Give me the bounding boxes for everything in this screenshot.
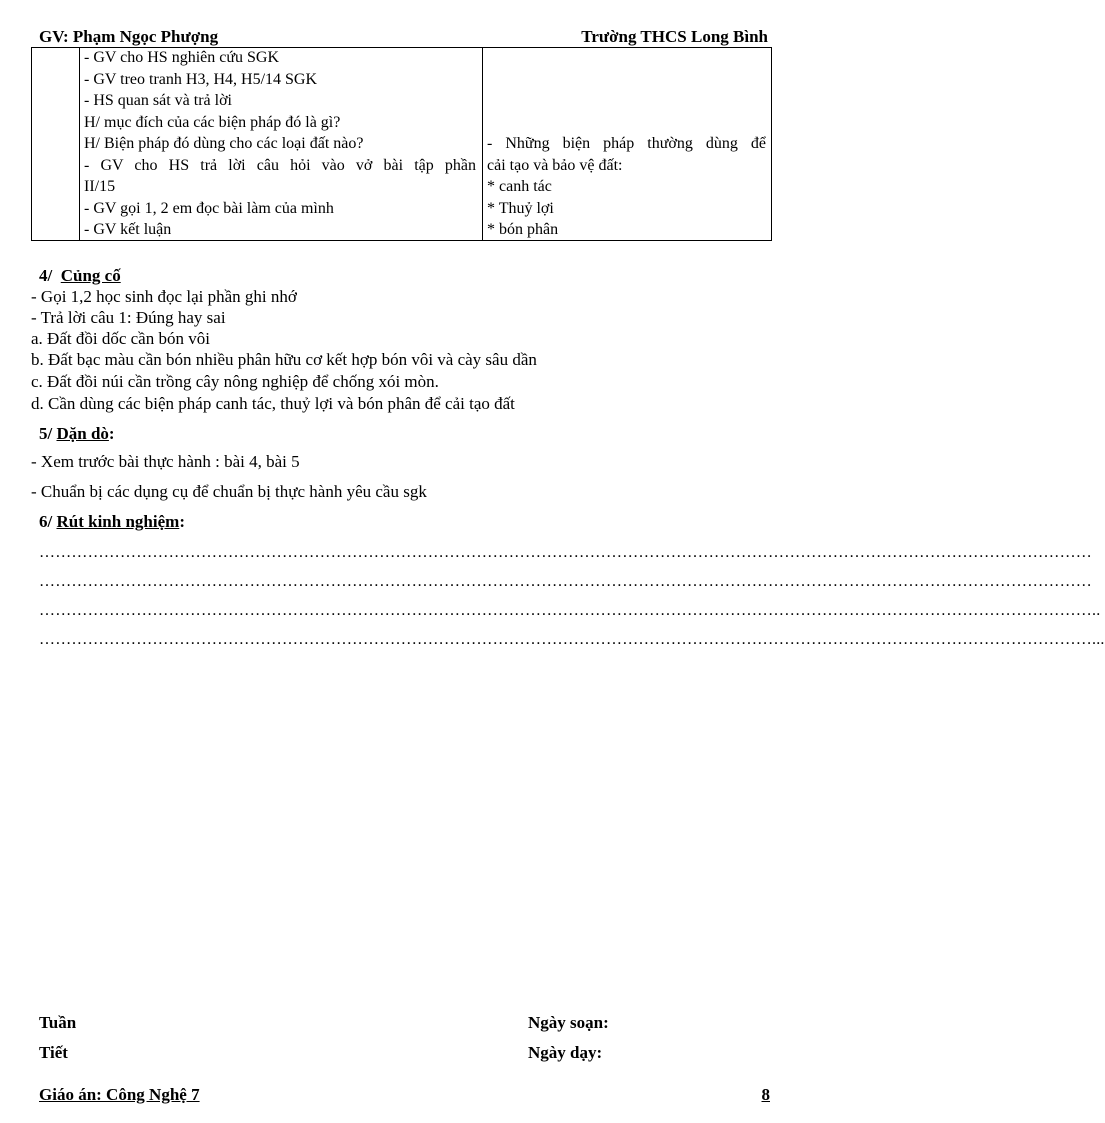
section-4-line: - Trả lời câu 1: Đúng hay sai: [31, 308, 226, 327]
section-5-line: - Chuẩn bị các dụng cụ để chuẩn bị thực hành yêu cầu sgk: [31, 482, 427, 501]
section-5-line: - Xem trước bài thực hành : bài 4, bài 5: [31, 452, 300, 471]
notes-dotted-line: ……………………………………………………………………………………………………………………………………………………………………………...: [39, 631, 1105, 648]
section-6-colon: :: [179, 512, 185, 531]
activity-line: - GV treo tranh H3, H4, H5/14 SGK: [84, 71, 318, 88]
activity-line: - HS quan sát và trả lời: [84, 92, 232, 109]
activity-line: - GV kết luận: [84, 221, 172, 238]
content-line: * canh tác: [487, 178, 552, 195]
table-column-empty: [32, 47, 80, 240]
footer-course: Giáo án: Công Nghệ 7: [39, 1085, 200, 1104]
activity-line: II/15: [84, 178, 116, 195]
content-line: * bón phân: [487, 221, 559, 238]
footer-page-number: 8: [761, 1085, 770, 1104]
section-5-title: Dặn dò: [56, 424, 109, 443]
section-6-heading: [39, 512, 185, 532]
section-6-number: 6/: [39, 512, 53, 531]
section-6-title: Rút kinh nghiệm: [56, 512, 180, 531]
ngay-soan-label: Ngày soạn:: [528, 1013, 609, 1032]
table-column-activities: [80, 47, 483, 240]
content-line: - Những biện pháp thường dùng để: [487, 135, 766, 152]
lesson-table: [31, 47, 772, 241]
section-4-line: b. Đất bạc màu cần bón nhiều phân hữu cơ kết hợp bón vôi và cày sâu dần: [31, 350, 537, 369]
activity-line: - GV gọi 1, 2 em đọc bài làm của mình: [84, 200, 334, 217]
ngay-day-label: Ngày dạy:: [528, 1043, 603, 1062]
activity-line: - GV cho HS nghiên cứu SGK: [84, 49, 280, 66]
notes-dotted-line: ……………………………………………………………………………………………………………………………………………………………………………: [39, 544, 1092, 561]
header-teacher: GV: Phạm Ngọc Phượng: [39, 27, 219, 46]
section-4-line: c. Đất đồi núi cần trồng cây nông nghiệp để chống xói mòn.: [31, 372, 439, 391]
table-column-content: [483, 47, 771, 240]
section-4-number: 4/: [39, 266, 53, 285]
activity-line: H/ Biện pháp đó dùng cho các loại đất nào?: [84, 135, 364, 152]
activity-line: H/ mục đích của các biện pháp đó là gì?: [84, 114, 341, 131]
section-5-number: 5/: [39, 424, 53, 443]
notes-dotted-line: ……………………………………………………………………………………………………………………………………………………………………………..: [39, 602, 1101, 619]
notes-dotted-line: ……………………………………………………………………………………………………………………………………………………………………………: [39, 573, 1092, 590]
section-5-colon: :: [108, 424, 115, 443]
section-4-title: Củng cố: [60, 266, 121, 285]
tuan-label: Tuần: [39, 1013, 77, 1032]
content-line: cải tạo và bảo vệ đất:: [487, 157, 623, 174]
content-line: * Thuỷ lợi: [487, 200, 554, 217]
activity-line: - GV cho HS trả lời câu hỏi vào vở bài tập phần: [84, 157, 476, 174]
section-4-line: d. Cần dùng các biện pháp canh tác, thuỷ lợi và bón phân để cải tạo đất: [31, 394, 515, 413]
section-4-line: a. Đất đồi dốc cần bón vôi: [31, 329, 210, 348]
section-5-heading: [39, 424, 115, 444]
section-4-line: - Gọi 1,2 học sinh đọc lại phần ghi nhớ: [31, 287, 297, 306]
section-4-heading: [39, 266, 121, 286]
tiet-label: Tiết: [39, 1043, 68, 1062]
header-school: Trường THCS Long Bình: [581, 27, 768, 46]
